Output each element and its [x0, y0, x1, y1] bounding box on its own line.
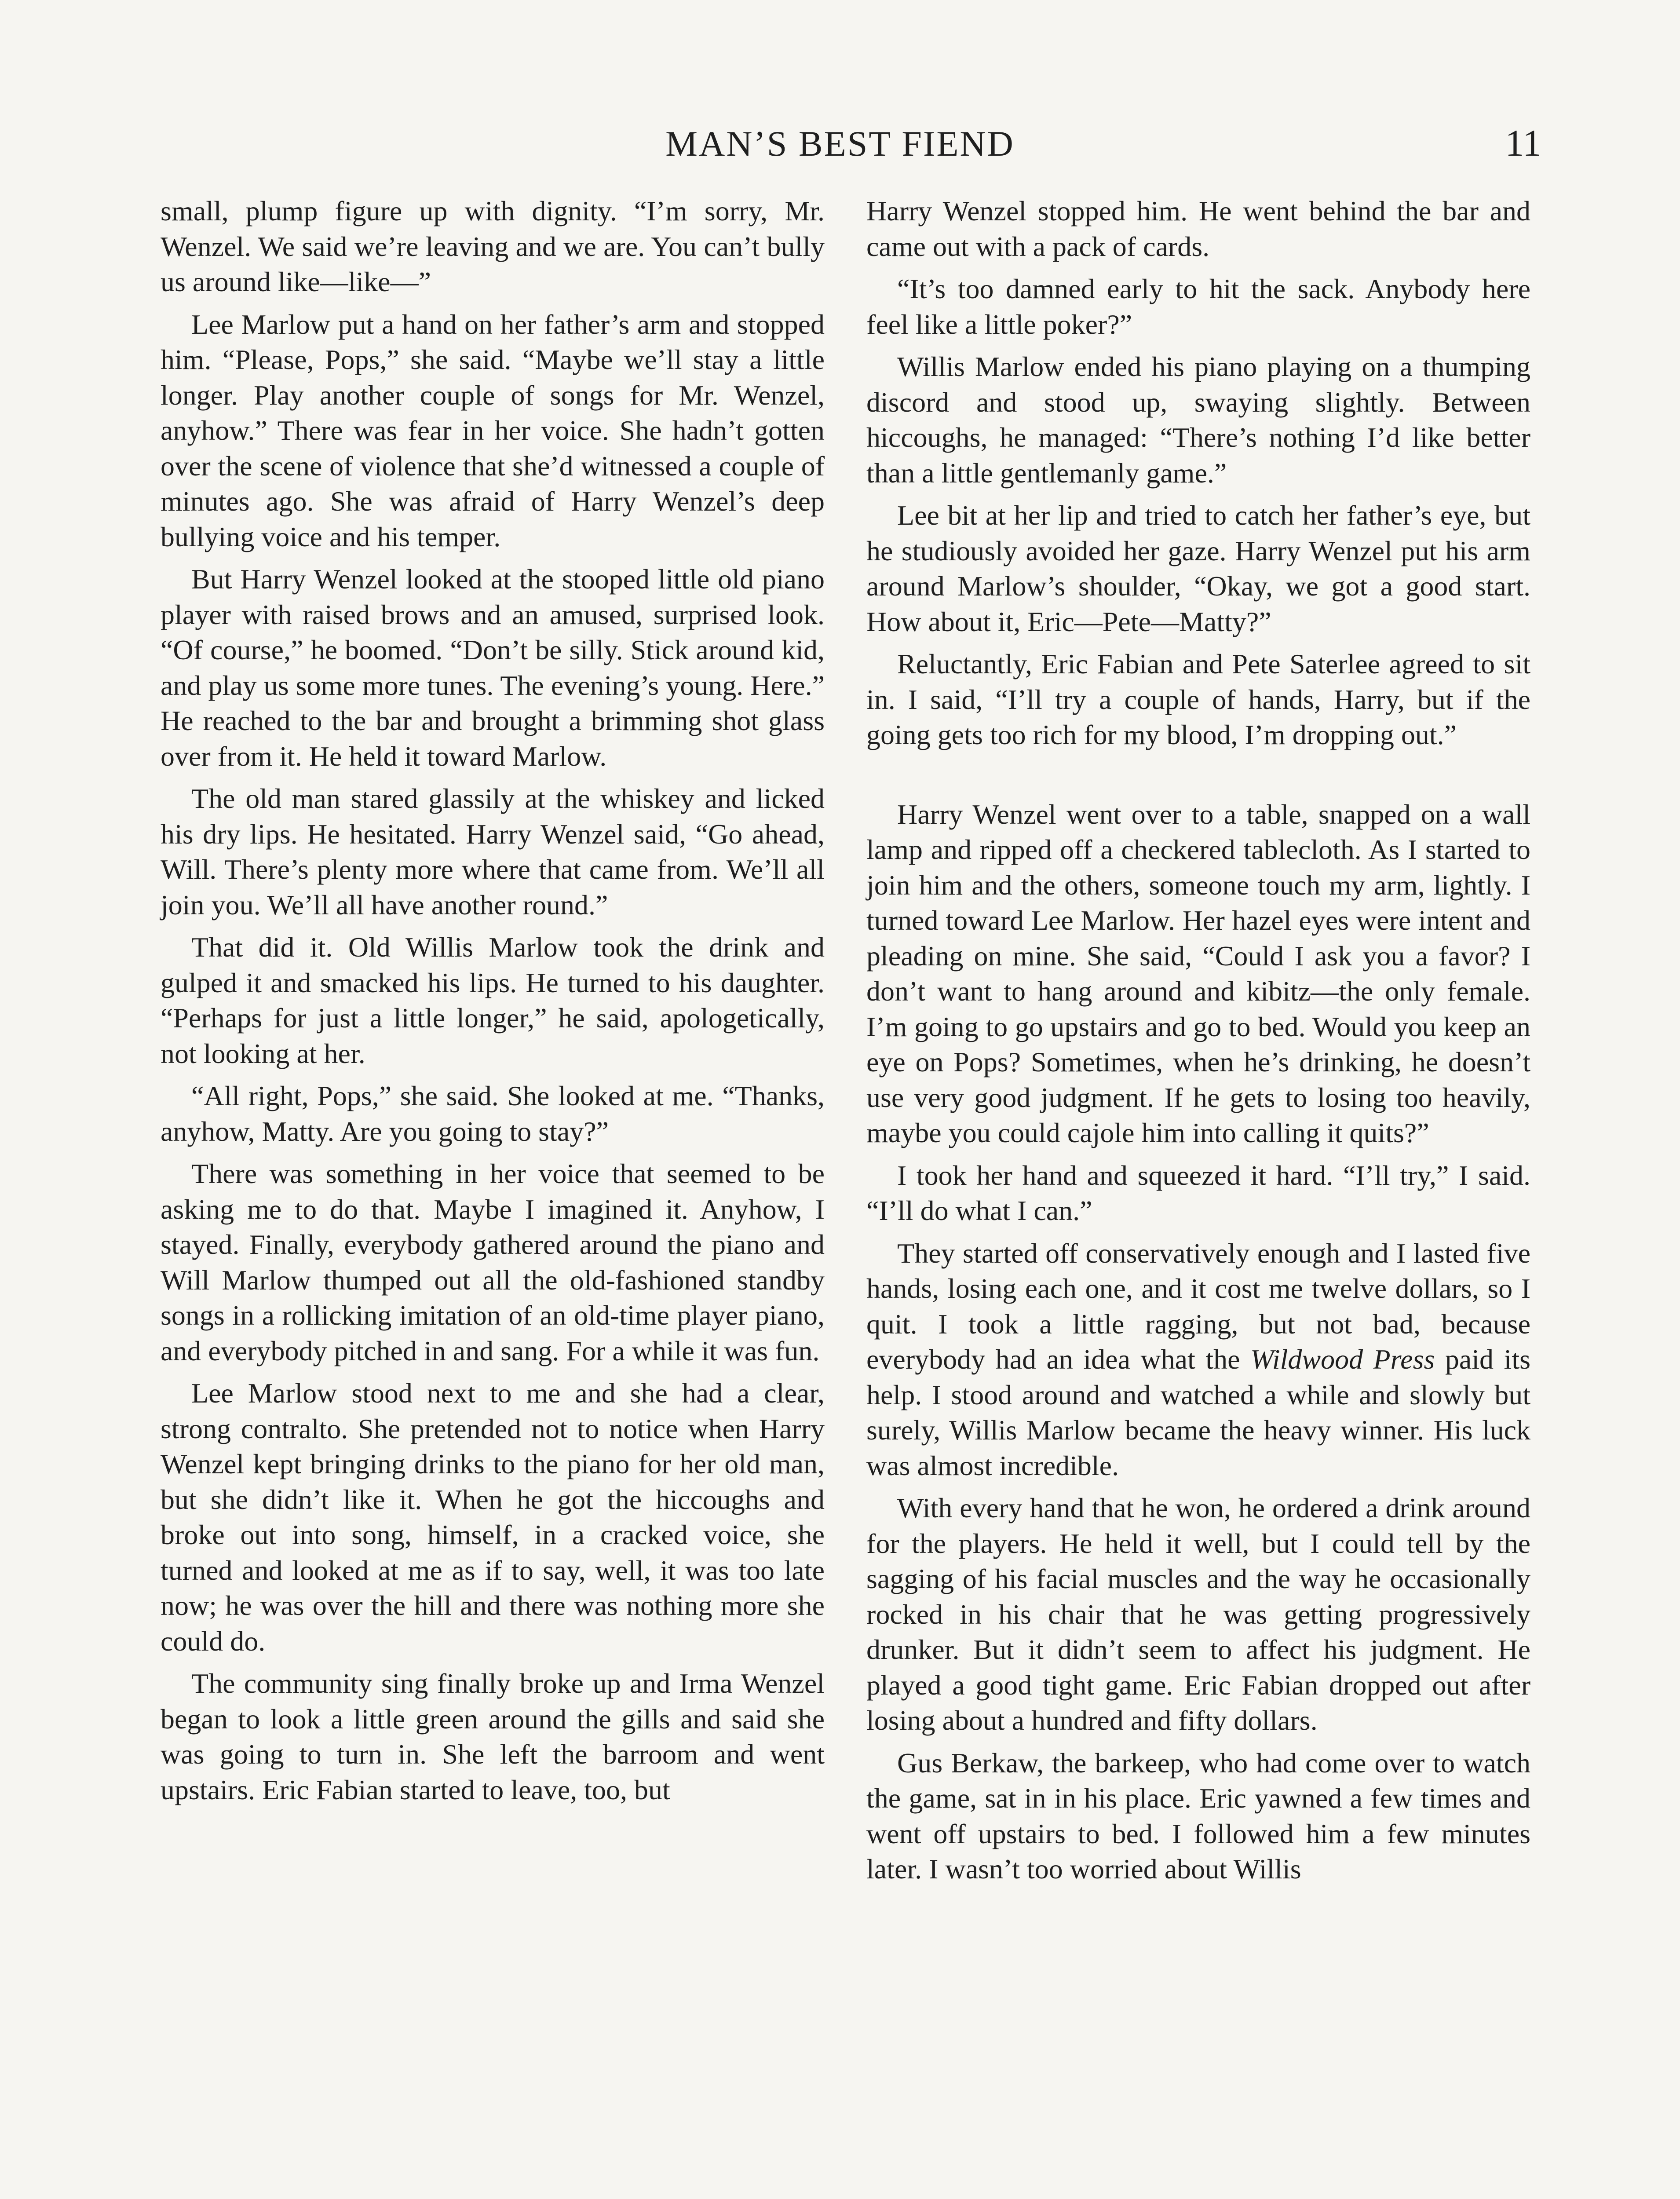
paragraph: small, plump figure up with dignity. “I’m sorry, Mr. Wenzel. We said we’re leaving and we are. You can’t bully us around like—like—” [161, 195, 825, 297]
paragraph: The old man stared glassily at the whiskey and licked his dry lips. He hesitated. Harry Wenzel said, “Go ahead, Will. There’s plenty more where that came from. We’ll all join you. We’ll all have another round.” [161, 783, 825, 921]
paragraph-text: paid its help. I stood around and watched a while and slowly but surely, Willis Marlow became the heavy winner. His luck was almost incredible. [866, 1344, 1531, 1481]
paragraph: Harry Wenzel went over to a table, snapped on a wall lamp and ripped off a checkered tablecloth. As I started to join him and the others, someone touch my arm, lightly. I turned toward Lee Marlow. Her hazel eyes were intent and pleading on mine. She said, “Could I ask you a favor? I don’t want to hang around and kibitz—the only female. I’m going to go upstairs and go to bed. Would you keep an eye on Pops? Sometimes, when he’s drinking, he doesn’t use very good judgment. If he gets to losing too heavily, maybe you could cajole him into calling it quits?” [866, 798, 1530, 1148]
paragraph: Gus Berkaw, the barkeep, who had come over to watch the game, sat in in his place. Eric yawned a few times and went off upstairs to bed. I followed him a few minutes later. I wasn’t too worried about Willis [866, 1747, 1530, 1885]
paragraph: Willis Marlow ended his piano playing on a thumping discord and stood up, swaying slightly. Between hiccoughs, he managed: “There’s nothing I’d like better than a little gentlemanly game.” [866, 351, 1530, 489]
page-number: 11 [1505, 122, 1541, 164]
left-column [161, 194, 825, 1815]
publication-title: Wildwood Press [1250, 1344, 1435, 1375]
paragraph: “It’s too damned early to hit the sack. Anybody here feel like a little poker?” [866, 273, 1530, 340]
paragraph: With every hand that he won, he ordered a drink around for the players. He held it well, but I could tell by the sagging of his facial muscles and the way he occasionally rocked in his chair that he was getting progressively drunker. But it didn’t seem to affect his judgment. He played a good tight game. Eric Fabian dropped out after losing about a hundred and fifty dollars. [866, 1492, 1530, 1736]
paragraph [866, 1236, 1530, 1484]
paragraph: I took her hand and squeezed it hard. “I’ll try,” I said. “I’ll do what I can.” [866, 1159, 1530, 1226]
paragraph: Lee Marlow put a hand on her father’s arm and stopped him. “Please, Pops,” she said. “Maybe we’ll stay a little longer. Play another couple of songs for Mr. Wenzel, anyhow.” There was fear in her voice. She hadn’t gotten over the scene of violence that she’d witnessed a couple of minutes ago. She was afraid of Harry Wenzel’s deep bullying voice and his temper. [161, 308, 825, 552]
paragraph: Lee bit at her lip and tried to catch her father’s eye, but he studiously avoided her gaze. Harry Wenzel put his arm around Marlow’s shoulder, “Okay, we got a good start. How about it, Eric—Pete—Matty?” [866, 500, 1530, 637]
paragraph: But Harry Wenzel looked at the stooped little old piano player with raised brows and an amused, surprised look. “Of course,” he boomed. “Don’t be silly. Stick around kid, and play us some more tunes. The evening’s young. Here.” He reached to the bar and brought a brimming shot glass over from it. He held it toward Marlow. [161, 563, 825, 772]
paragraph: There was something in her voice that seemed to be asking me to do that. Maybe I imagined it. Anyhow, I stayed. Finally, everybody gathered around the piano and Will Marlow thumped out all the old-fashioned standby songs in a rollicking imitation of an old-time player piano, and everybody pitched in and sang. For a while it was fun. [161, 1158, 825, 1366]
paragraph: Lee Marlow stood next to me and she had a clear, strong contralto. She pretended not to notice when Harry Wenzel kept bringing drinks to the piano for her old man, but she didn’t like it. When he got the hiccoughs and broke out into song, himself, in a cracked voice, she turned and looked at me as if to say, well, it was too late now; he was over the hill and there was nothing more she could do. [161, 1377, 825, 1657]
right-column [866, 194, 1530, 1894]
paragraph: “All right, Pops,” she said. She looked at me. “Thanks, anyhow, Matty. Are you going to stay?” [161, 1080, 825, 1147]
paragraph-text: They started off conservatively enough and I lasted five hands, losing each one, and it cost me twelve dollars, so I quit. I took a little ragging, but not bad, because everybody had an idea what the [866, 1237, 1530, 1375]
paragraph: The community sing finally broke up and Irma Wenzel began to look a little green around the gills and said she was going to turn in. She left the barroom and went upstairs. Eric Fabian started to leave, too, but [161, 1668, 825, 1805]
paragraph: Harry Wenzel stopped him. He went behind the bar and came out with a pack of cards. [866, 195, 1530, 262]
paragraph: That did it. Old Willis Marlow took the drink and gulped it and smacked his lips. He turned to his daughter. “Perhaps for just a little longer,” he said, apologetically, not looking at her. [161, 931, 825, 1069]
paragraph: Reluctantly, Eric Fabian and Pete Saterlee agreed to sit in. I said, “I’ll try a couple of hands, Harry, but if the going gets too rich for my blood, I’m dropping out.” [866, 648, 1530, 750]
running-title: MAN’S BEST FIEND [665, 124, 1015, 164]
